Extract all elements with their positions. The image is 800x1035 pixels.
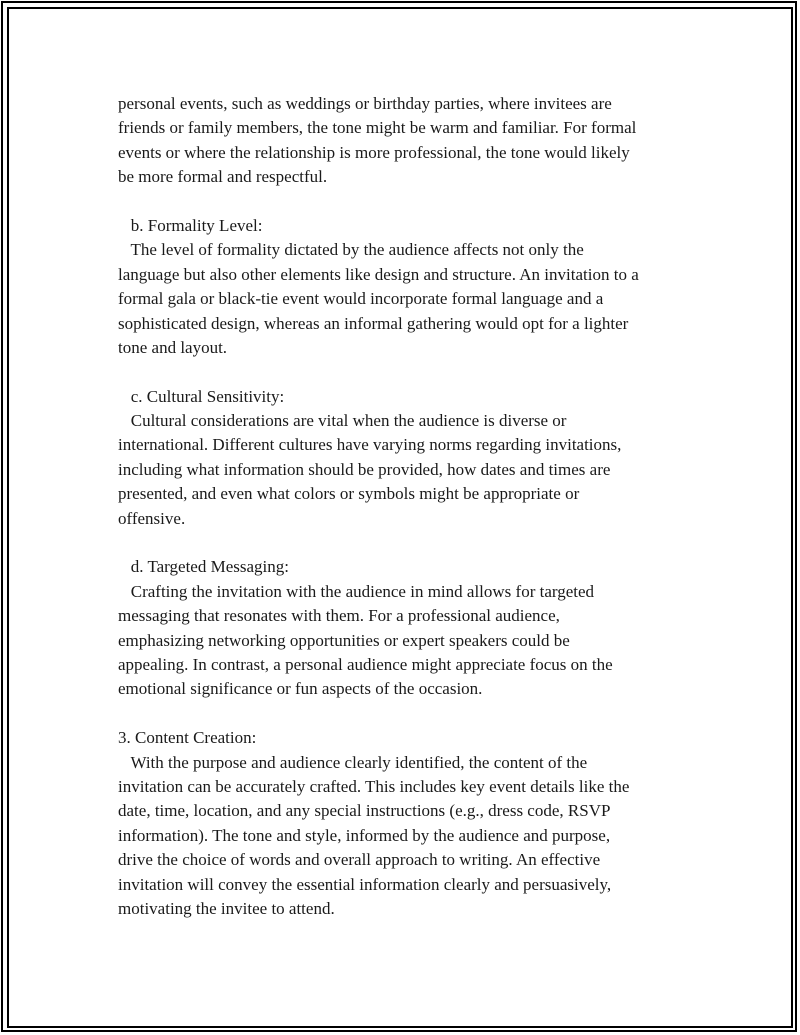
text-line: international. Different cultures have varying norms regarding invitations, bbox=[118, 435, 622, 455]
document-body bbox=[118, 92, 698, 921]
section-heading bbox=[118, 214, 698, 238]
heading-text: b. Formality Level: bbox=[130, 215, 263, 235]
intro-paragraph bbox=[118, 92, 698, 190]
text-line: personal events, such as weddings or birthday parties, where invitees are bbox=[118, 94, 612, 113]
text-line: friends or family members, the tone might be warm and familiar. For formal bbox=[118, 118, 637, 138]
text-line: events or where the relationship is more professional, the tone would likely bbox=[118, 142, 630, 162]
heading-text: d. Targeted Messaging: bbox=[130, 557, 289, 577]
text-line: information). The tone and style, informed by the audience and purpose, bbox=[118, 825, 611, 845]
text-line bbox=[118, 580, 698, 604]
text-line bbox=[118, 409, 698, 433]
section-heading bbox=[118, 555, 698, 579]
text-line: formal gala or black-tie event would incorporate formal language and a bbox=[118, 289, 604, 309]
text-line: messaging that resonates with them. For a professional audience, bbox=[118, 606, 560, 626]
text-line: tone and layout. bbox=[118, 337, 228, 357]
text-line: motivating the invitee to attend. bbox=[118, 898, 335, 918]
text-line bbox=[118, 751, 698, 775]
text-line: emotional significance or fun aspects of the occasion. bbox=[118, 679, 483, 699]
section-heading: 3. Content Creation: bbox=[118, 728, 257, 748]
heading-text: c. Cultural Sensitivity: bbox=[130, 386, 285, 406]
paragraph-gap bbox=[118, 702, 698, 726]
section-formality-level bbox=[118, 214, 698, 360]
text-line: invitation will convey the essential information clearly and persuasively, bbox=[118, 874, 612, 894]
text-line: invitation can be accurately crafted. This includes key event details like the bbox=[118, 776, 630, 796]
paragraph-gap bbox=[118, 190, 698, 214]
text-line: emphasizing networking opportunities or expert speakers could be bbox=[118, 630, 570, 650]
text-line: appealing. In contrast, a personal audience might appreciate focus on the bbox=[118, 654, 613, 674]
section-cultural-sensitivity bbox=[118, 385, 698, 531]
text-line: offensive. bbox=[118, 508, 186, 528]
text-line: be more formal and respectful. bbox=[118, 167, 328, 187]
text-line: presented, and even what colors or symbols might be appropriate or bbox=[118, 484, 580, 504]
text-line: drive the choice of words and overall approach to writing. An effective bbox=[118, 850, 601, 870]
text-line: sophisticated design, whereas an informal gathering would opt for a lighter bbox=[118, 313, 629, 333]
text-line: including what information should be provided, how dates and times are bbox=[118, 459, 611, 479]
text-line: date, time, location, and any special instructions (e.g., dress code, RSVP bbox=[118, 801, 611, 821]
section-content-creation bbox=[118, 726, 698, 921]
section-heading bbox=[118, 385, 698, 409]
text-content: Cultural considerations are vital when the audience is diverse or bbox=[130, 411, 567, 431]
section-targeted-messaging bbox=[118, 555, 698, 701]
text-line: language but also other elements like design and structure. An invitation to a bbox=[118, 264, 639, 284]
paragraph-gap bbox=[118, 360, 698, 384]
text-content: The level of formality dictated by the audience affects not only the bbox=[130, 240, 584, 260]
paragraph-gap bbox=[118, 531, 698, 555]
text-line bbox=[118, 238, 698, 262]
text-content: Crafting the invitation with the audience in mind allows for targeted bbox=[130, 581, 595, 601]
text-content: With the purpose and audience clearly identified, the content of the bbox=[130, 752, 588, 772]
